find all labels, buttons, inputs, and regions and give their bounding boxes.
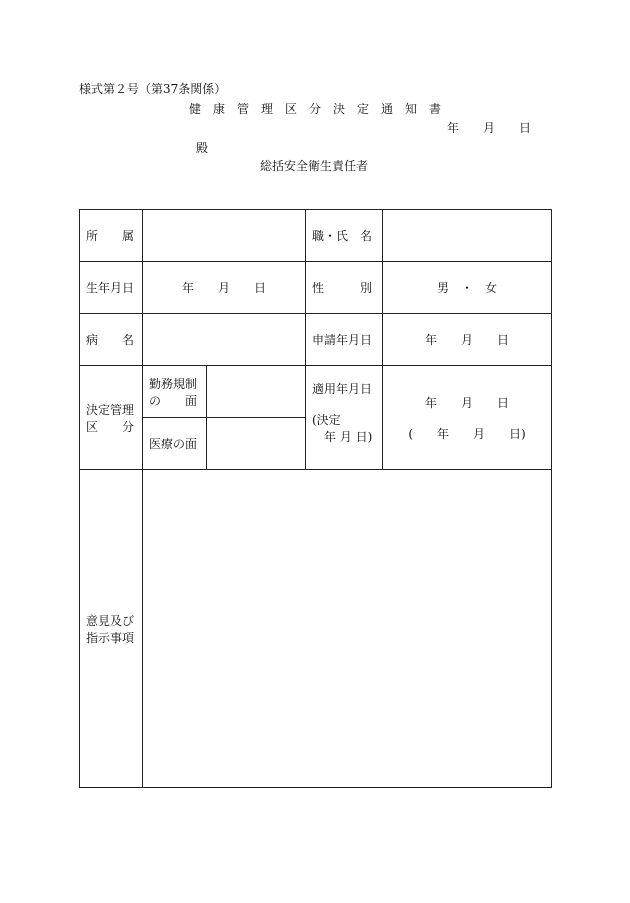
effective-date-label [306,366,383,470]
opinions-label-line1: 意見及び [86,613,135,628]
job-name-field[interactable] [383,210,552,262]
job-name-label: 職・氏 名 [306,210,383,262]
work-restriction-label [143,366,207,418]
issue-date: 年 月 日 [447,121,532,135]
work-restriction-line2: の 面 [149,393,198,408]
application-date-field[interactable]: 年 月 日 [383,314,552,366]
effective-date-field[interactable] [383,366,552,470]
work-restriction-line1: 勤務規制 [149,376,198,391]
classification-label-line1: 決定管理 [86,402,135,417]
affiliation-field[interactable] [143,210,306,262]
sex-field[interactable]: 男 ・ 女 [383,262,552,314]
effective-date-line1: 適用年月日 [312,382,373,396]
classification-label-line2: 区 分 [86,419,135,434]
row-affiliation [80,210,552,262]
application-date-label: 申請年月日 [306,314,383,366]
medical-field[interactable] [207,418,306,470]
effective-date-line2: (決定 [312,413,341,427]
health-notice-table [79,209,552,788]
sex-label: 性 別 [306,262,383,314]
row-opinions [80,470,552,788]
opinions-label-line2: 指示事項 [86,630,135,645]
row-illness [80,314,552,366]
row-classification-work [80,366,552,418]
row-birthdate [80,262,552,314]
work-restriction-field[interactable] [207,366,306,418]
illness-field[interactable] [143,314,306,366]
birthdate-label: 生年月日 [80,262,143,314]
sender-title: 総括安全衛生責任者 [260,159,369,173]
illness-label: 病 名 [80,314,143,366]
birthdate-field[interactable]: 年 月 日 [143,262,306,314]
decision-date-value: ( 年 月 日) [408,426,526,441]
opinions-field[interactable] [143,470,552,788]
document-title: 健康管理区分決定通知書 [189,102,454,116]
form-number: 様式第２号（第37条関係） [79,82,227,96]
effective-date-line3: 年 月 日) [324,430,373,444]
classification-label [80,366,143,470]
medical-label: 医療の面 [143,418,207,470]
effective-date-value: 年 月 日 [424,395,509,410]
addressee-suffix: 殿 [196,141,209,155]
opinions-label [80,470,143,788]
affiliation-label: 所 属 [80,210,143,262]
